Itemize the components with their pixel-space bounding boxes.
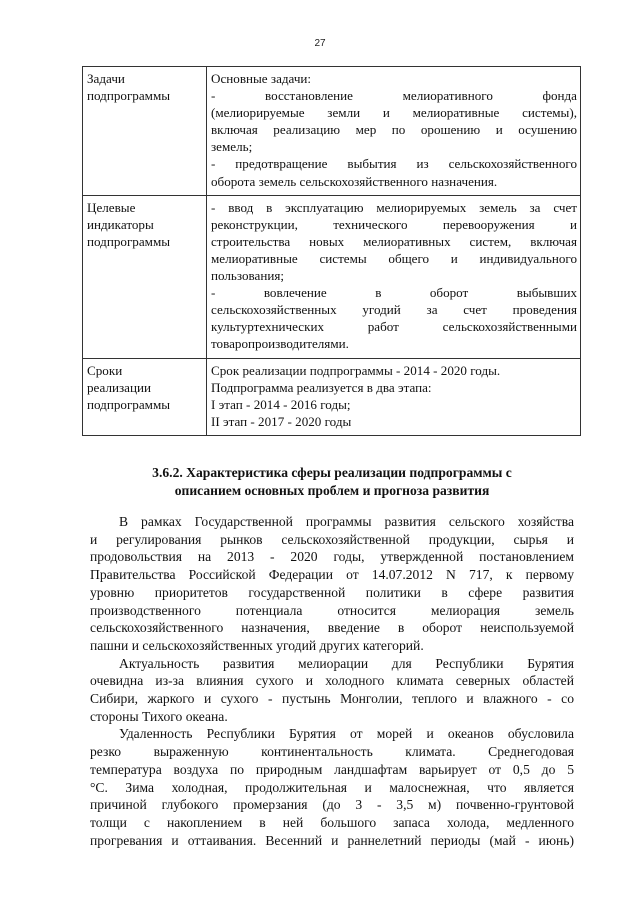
row-content-line: культуртехнических работ сельскохозяйственными	[211, 319, 577, 335]
paragraph-line: и регулирования рынков сельскохозяйственной продукции, сырья и	[90, 531, 574, 547]
subprogram-table	[82, 66, 581, 436]
paragraph-line: резко выраженную континентальность климата. Среднегодовая	[90, 744, 574, 760]
row-label-cell	[83, 358, 207, 435]
table-row	[83, 358, 581, 435]
row-content-line: (мелиорируемые земли и мелиоративные системы),	[211, 105, 577, 121]
row-content-line: - вовлечение в оборот выбывших	[211, 285, 577, 301]
row-label-cell	[83, 67, 207, 196]
section-body	[90, 513, 574, 849]
table-row	[83, 195, 581, 358]
table-row	[83, 67, 581, 196]
row-content-line: - восстановление мелиоративного фонда	[211, 88, 577, 104]
row-content-cell	[207, 67, 581, 196]
paragraph-line: пашни и сельскохозяйственных угодий других категорий.	[90, 637, 424, 653]
row-content-cell	[207, 195, 581, 358]
row-content-line: Срок реализации подпрограммы - 2014 - 2020 годы.	[211, 362, 501, 378]
section-heading	[90, 464, 574, 500]
page-number: 27	[314, 38, 326, 49]
row-content-line: II этап - 2017 - 2020 годы	[211, 413, 352, 429]
paragraph-line: производственного потенциала относится мелиорация земель	[90, 602, 574, 618]
paragraph-line: очевидна из-за влияния сухого и холодного климата северных областей	[90, 673, 574, 689]
row-label-line: подпрограммы	[87, 396, 171, 412]
paragraph-line: уровню приоритетов государственной политики в сфере развития	[90, 584, 574, 600]
paragraph-line: Актуальность развития мелиорации для Республики Бурятия	[119, 655, 574, 671]
paragraph-line: В рамках Государственной программы развития сельского хозяйства	[119, 514, 574, 529]
row-content-line: оборота земель сельскохозяйственного назначения.	[211, 173, 498, 189]
row-content-line: I этап - 2014 - 2016 годы;	[211, 396, 351, 412]
row-content-line: сельскохозяйственных угодий за счет проведения	[211, 302, 577, 318]
row-content-line: мелиоративные системы общего и индивидуального	[211, 250, 577, 266]
row-label-line: Целевые	[87, 199, 136, 215]
row-label-line: подпрограммы	[87, 233, 171, 249]
row-label-line: подпрограммы	[87, 88, 171, 104]
section-heading-line: 3.6.2. Характеристика сферы реализации подпрограммы с	[152, 465, 512, 480]
row-content-line: реконструкции, технического перевооружения и	[211, 216, 577, 232]
row-label-line: реализации	[87, 379, 151, 395]
paragraph-line: °С. Зима холодная, продолжительная и малоснежная, что является	[90, 779, 574, 795]
section-heading-line: описанием основных проблем и прогноза развития	[174, 483, 490, 498]
row-content-line: пользования;	[211, 268, 285, 284]
row-content-line: Основные задачи:	[211, 71, 312, 86]
row-label-line: индикаторы	[87, 216, 154, 232]
paragraph-line: сельскохозяйственного назначения, введение в оборот неиспользуемой	[90, 620, 574, 636]
row-content-line: товаропроизводителями.	[211, 336, 349, 352]
row-content-line: включая реализацию мер по орошению и осушению	[211, 122, 577, 138]
row-label-cell	[83, 195, 207, 358]
row-content-line: - ввод в эксплуатацию мелиорируемых земель за счет	[211, 199, 577, 215]
paragraph-line: прогревания и оттаивания. Весенний и раннелетний периоды (май - июнь)	[90, 832, 574, 848]
paragraph-line: Удаленность Республики Бурятия от морей и океанов обусловила	[119, 726, 574, 742]
row-content-line: земель;	[211, 139, 253, 155]
paragraph-line: температура воздуха по природным ландшафтам варьирует от 0,5 до 5	[90, 761, 574, 777]
paragraph-line: стороны Тихого океана.	[90, 708, 228, 724]
paragraph-line: Сибири, жаркого и сухого - пустынь Монголии, теплого и влажного - со	[90, 691, 574, 707]
row-content-line: строительства новых мелиоративных систем, включая	[211, 233, 577, 249]
row-content-line: Подпрограмма реализуется в два этапа:	[211, 379, 432, 395]
row-label-line: Сроки	[87, 362, 123, 378]
row-label-line: Задачи	[87, 71, 125, 86]
paragraph-line: Правительства Российской Федерации от 14.07.2012 N 717, к первому	[90, 567, 574, 583]
paragraph-line: причиной глубокого промерзания (до 3 - 3,5 м) почвенно-грунтовой	[90, 797, 574, 813]
row-content-cell	[207, 358, 581, 435]
paragraph-line: толщи с накоплением в ней большого запаса холода, медленного	[90, 814, 574, 830]
paragraph-line: продовольствия на 2013 - 2020 годы, утвержденной постановлением	[90, 549, 574, 565]
row-content-line: - предотвращение выбытия из сельскохозяйственного	[211, 156, 577, 172]
